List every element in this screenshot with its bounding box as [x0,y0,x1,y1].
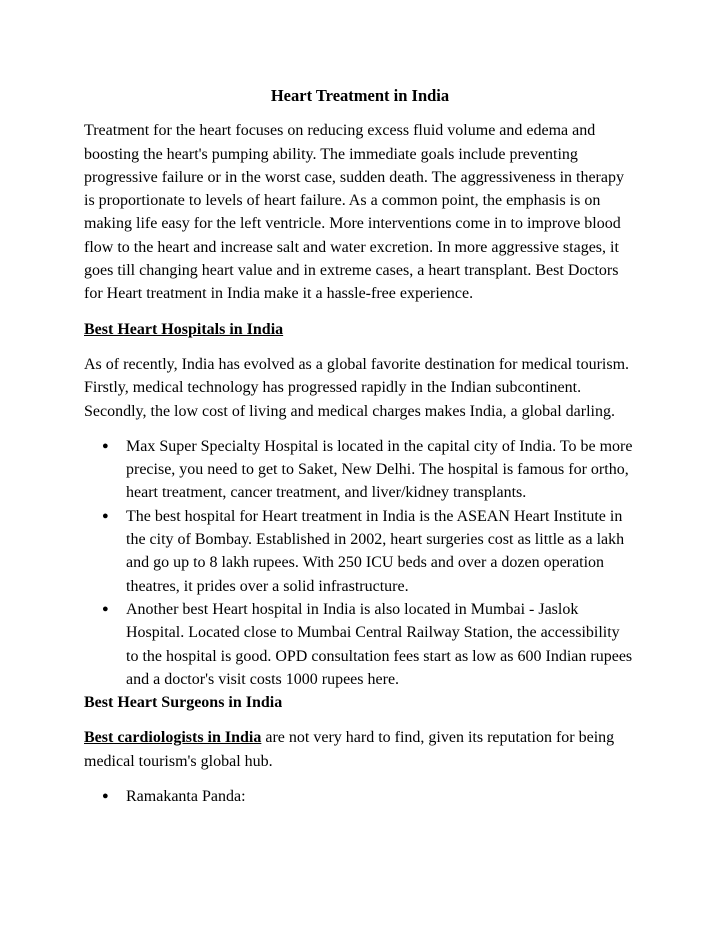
bullet-icon: ● [102,509,109,522]
doc-title: Heart Treatment in India [270,86,450,105]
list-item-text: The best hospital for Heart treatment in India is the ASEAN Heart Institute in the city of Bombay. Established in 2002, heart surgeries cost as little as a lakh and go up to 8 lakh rupees. With 250 ICU beds and over a dozen operation theatres, it prides over a solid infrastructure. [126,507,625,595]
surgeon-list-item [102,785,636,808]
heading-best-hospitals: Best Heart Hospitals in India [84,320,284,338]
list-item-text: Ramakanta Panda: [126,788,246,806]
hospital-list-item [102,598,636,691]
bullet-icon: ● [102,602,109,615]
cardiologists-paragraph-text: are not very hard to find, given its reputation for being medical tourism's global hub. [84,729,615,770]
list-item-text: Another best Heart hospital in India is also located in Mumbai - Jaslok Hospital. Located close to Mumbai Central Railway Station, the accessibility to the hospital is good. OPD consultation fees start as low as 600 Indian rupees and a doctor's visit costs 1000 rupees here. [126,600,633,688]
hospital-list [84,435,636,691]
intro-paragraph: Treatment for the heart focuses on reducing excess fluid volume and edema and boosting the heart's pumping ability. The immediate goals include preventing progressive failure or in the worst case, sudden death. The aggressiveness in therapy is proportionate to levels of heart failure. As a common point, the emphasis is on making life easy for the left ventricle. More interventions come in to improve blood flow to the heart and increase salt and water excretion. In more aggressive stages, it goes till changing heart value and in extreme cases, a heart transplant. Best Doctors for Heart treatment in India make it a hassle-free experience. [84,122,624,303]
hospital-list-item [102,435,636,505]
cardiologists-bold-underline-text: Best cardiologists in India [84,729,262,747]
bullet-icon: ● [102,790,109,803]
cardiologists-paragraph [84,726,636,773]
hospital-list-item [102,505,636,598]
medical-tourism-paragraph: As of recently, India has evolved as a global favorite destination for medical tourism. Firstly, medical technology has progressed rapidly in the Indian subcontinent. Secondly, the low cost of living and medical charges makes India, a global darling. [84,355,630,420]
list-item-text: Max Super Specialty Hospital is located in the capital city of India. To be more precise, you need to get to Saket, New Delhi. The hospital is famous for ortho, heart treatment, cancer treatment, and liver/kidney transplants. [126,437,633,502]
bullet-icon: ● [102,439,109,452]
surgeon-list [84,785,636,808]
heading-best-surgeons: Best Heart Surgeons in India [84,694,283,712]
